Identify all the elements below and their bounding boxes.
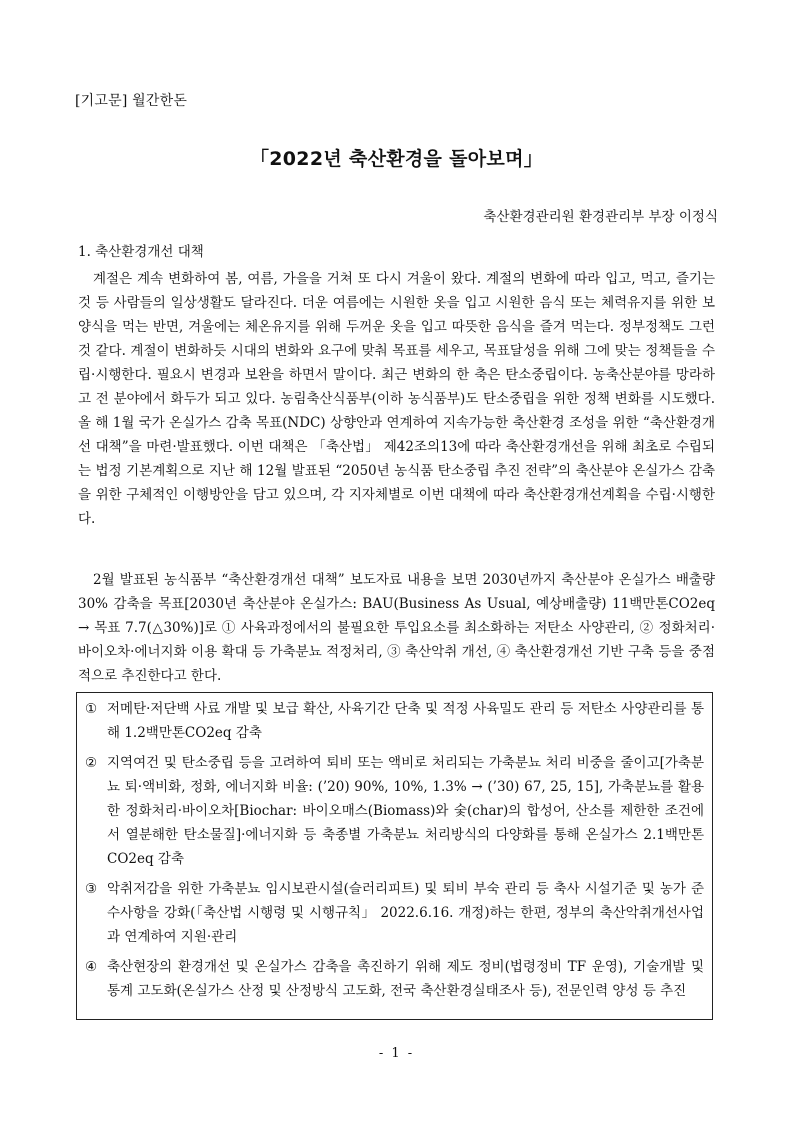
measure-text: 지역여건 및 탄소중립 등을 고려하여 퇴비 또는 액비로 처리되는 가축분뇨 처리 비중을 줄이고[가축분뇨 퇴·액비화, 정화, 에너지화 비율: (’20) 90%, 10%, 1.3% → (’30) 67, 25, 15], 가축분뇨를 활용한 정화처리·바이오차[Biochar: 바이오매스(Biomass)와 숯(char)의 합성어, 산소를 제한한 조건에서 열분해한 탄소물질]·에너지화 등 축종별 가축분뇨 처리방식의 다양화를 통해 온실가스 2.1백만톤CO2eq 감축 (107, 755, 704, 867)
measure-number: ④ (85, 959, 98, 975)
author-line: 축산환경관리원 환경관리부 부장 이정식 (483, 209, 718, 225)
measure-number: ① (85, 701, 98, 717)
measure-item (85, 697, 704, 745)
measure-item (85, 877, 704, 949)
article-title: 「2022년 축산환경을 돌아보며」 (249, 148, 544, 170)
measure-text: 축산현장의 환경개선 및 온실가스 감축을 촉진하기 위해 제도 정비(법령정비 TF 운영), 기술개발 및 통계 고도화(온실가스 산정 및 산정방식 고도화, 전국 축산환경실태조사 등), 전문인력 양성 등 추진 (107, 959, 704, 999)
measure-item (85, 751, 704, 871)
measure-text: 저메탄·저단백 사료 개발 및 보급 확산, 사육기간 단축 및 적정 사육밀도 관리 등 저탄소 사양관리를 통해 1.2백만톤CO2eq 감축 (107, 701, 704, 741)
section-heading: 1. 축산환경개선 대책 (78, 244, 204, 260)
measure-item (85, 955, 704, 1003)
measure-text: 악취저감을 위한 가축분뇨 임시보관시설(슬러리피트) 및 퇴비 부숙 관리 등 축사 시설기준 및 농가 준수사항을 강화(「축산법 시행령 및 시행규칙」 2022.6.16. 개정)하는 한편, 정부의 축산악취개선사업과 연계하여 지원·관리 (107, 881, 704, 945)
measure-number: ② (85, 755, 98, 771)
body-paragraph-1: 계절은 계속 변화하여 봄, 여름, 가을을 거쳐 또 다시 겨울이 왔다. 계절의 변화에 따라 입고, 먹고, 즐기는 것 등 사람들의 일상생활도 달라진다. 더운 여름에는 시원한 옷을 입고 시원한 음식 또는 체력유지를 위한 보양식을 먹는 반면, 겨울에는 체온유지를 위해 두꺼운 옷을 입고 따뜻한 음식을 즐겨 먹는다. 정부정책도 그런 것 같다. 계절이 변화하듯 시대의 변화와 요구에 맞춰 목표를 세우고, 목표달성을 위해 그에 맞는 정책들을 수립·시행한다. 필요시 변경과 보완을 하면서 말이다. 최근 변화의 한 축은 탄소중립이다. 농축산분야를 망라하고 전 분야에서 화두가 되고 있다. 농림축산식품부(이하 농식품부)도 탄소중립을 위한 정책 변화를 시도했다. 올 해 1월 국가 온실가스 감축 목표(NDC) 상향안과 연계하여 지속가능한 축산환경 조성을 위한 “축산환경개선 대책”을 마련·발표했다. 이번 대책은 「축산법」 제42조의13에 따라 축산환경개선을 위해 최초로 수립되는 법정 기본계획으로 지난 해 12월 발표된 “2050년 농식품 탄소중립 추진 전략”의 축산분야 온실가스 감축을 위한 구체적인 이행방안을 담고 있으며, 각 지자체별로 이번 대책에 따라 축산환경개선계획을 수립·시행한다. (78, 271, 715, 527)
body-paragraph-2: 2월 발표된 농식품부 “축산환경개선 대책” 보도자료 내용을 보면 2030년까지 축산분야 온실가스 배출량 30% 감축을 목표[2030년 축산분야 온실가스: BAU(Business As Usual, 예상배출량) 11백만톤CO2eq → 목표 7.7(△30%)]로 ① 사육과정에서의 불필요한 투입요소를 최소화하는 저탄소 사양관리, ② 정화처리·바이오차·에너지화 이용 확대 등 가축분뇨 적정처리, ③ 축산악취 개선, ④ 축산환경개선 기반 구축 등을 중점적으로 추진한다고 한다. (78, 572, 715, 684)
article-label: [기고문] 월간한돈 (75, 93, 188, 109)
page-number: - 1 - (378, 1046, 415, 1061)
measure-number: ③ (85, 881, 98, 897)
measures-box (76, 692, 713, 1020)
